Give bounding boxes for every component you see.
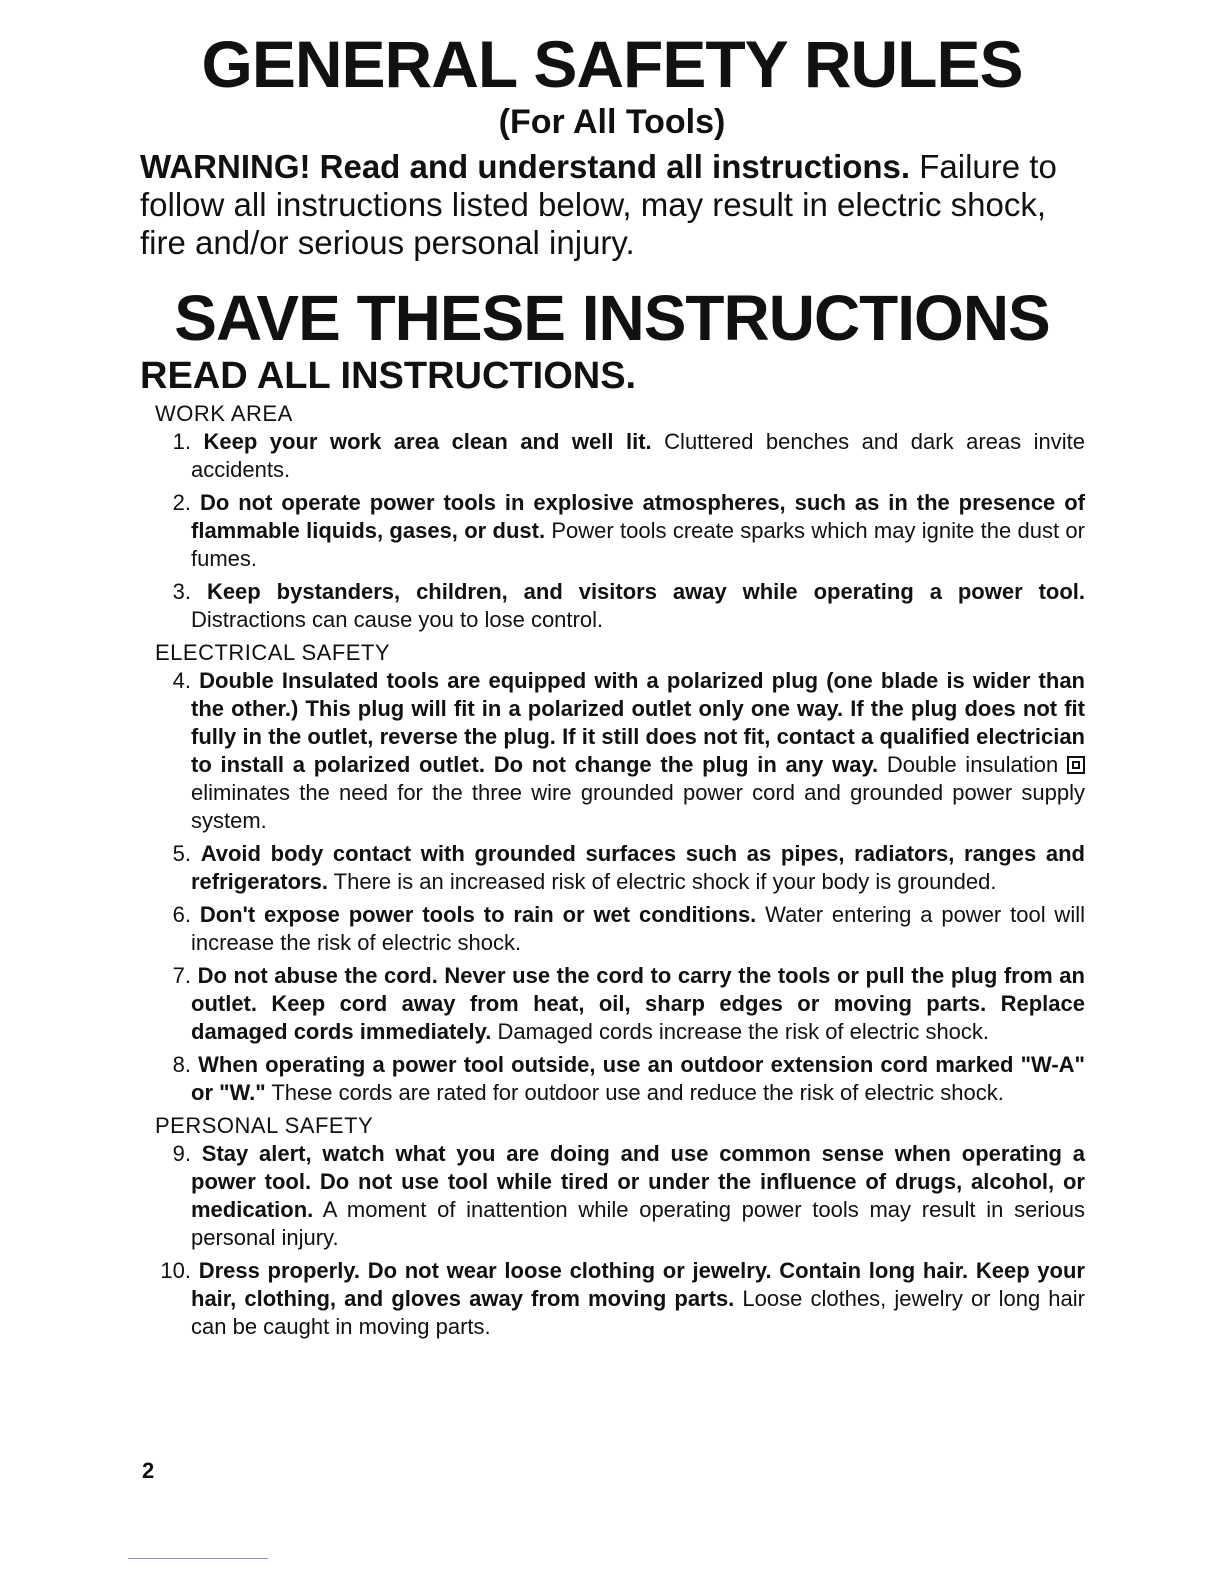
list-item — [155, 1257, 1085, 1341]
section-heading-personal-safety: PERSONAL SAFETY — [155, 1113, 374, 1138]
item-normal-text: Damaged cords increase the risk of electric shock. — [491, 1019, 990, 1044]
item-text — [191, 901, 1085, 957]
list-item — [155, 489, 1085, 573]
warning-text: Failure to follow all instructions listed below, may result in electric shock, fire and/or serious personal injury. — [140, 148, 1057, 261]
item-bold-text: Keep your work area clean and well lit. — [203, 429, 652, 454]
item-normal-text: Power tools create sparks which may ignite the dust or fumes. — [191, 518, 1085, 571]
item-normal-text: Double insulation — [878, 752, 1059, 777]
item-number: 1. — [172, 429, 191, 454]
item-normal-text: A moment of inattention while operating power tools may result in serious personal injury. — [191, 1197, 1085, 1250]
warning-bold: WARNING! Read and understand all instructions. — [140, 148, 911, 185]
item-number: 6. — [172, 902, 191, 927]
list-item — [155, 901, 1085, 957]
item-normal-text: Cluttered benches and dark areas invite accidents. — [191, 429, 1085, 482]
page-title: GENERAL SAFETY RULES — [201, 27, 1023, 101]
list-item — [155, 962, 1085, 1046]
item-text — [191, 667, 1085, 835]
item-bold-text: Keep bystanders, children, and visitors away while operating a power tool. — [206, 579, 1086, 604]
item-number: 7. — [172, 963, 191, 988]
item-number: 3. — [172, 579, 191, 604]
item-text — [191, 428, 1085, 484]
item-text — [191, 1051, 1085, 1107]
section-heading-work-area: WORK AREA — [155, 401, 293, 426]
list-item — [155, 840, 1085, 896]
item-number: 8. — [172, 1052, 191, 1077]
list-item — [155, 428, 1085, 484]
item-text — [191, 1257, 1085, 1341]
list-item — [155, 578, 1085, 634]
item-normal-text: Water entering a power tool will increase the risk of electric shock. — [191, 902, 1085, 955]
item-bold-text: When operating a power tool outside, use an outdoor extension cord marked "W-A" or "W." — [191, 1052, 1085, 1105]
section-heading-electrical-safety: ELECTRICAL SAFETY — [155, 640, 391, 665]
page-subtitle: (For All Tools) — [498, 103, 726, 141]
item-number: 2. — [172, 490, 191, 515]
list-item — [155, 667, 1085, 835]
item-number: 4. — [172, 668, 191, 693]
item-normal-text-after: eliminates the need for the three wire grounded power cord and grounded power supply system. — [191, 780, 1085, 833]
list-item — [155, 1140, 1085, 1252]
item-text — [191, 1140, 1085, 1252]
item-normal-text: Distractions can cause you to lose control. — [191, 607, 604, 632]
warning-paragraph — [140, 148, 1090, 262]
list-item — [155, 1051, 1085, 1107]
item-bold-text: Stay alert, watch what you are doing and use common sense when operating a power tool. Do not use tool while tired or under the influence of drugs, alcohol, or medication. — [191, 1141, 1085, 1222]
read-all-heading: READ ALL INSTRUCTIONS. — [140, 355, 637, 397]
item-normal-text: There is an increased risk of electric shock if your body is grounded. — [327, 869, 997, 894]
item-bold-text: Double Insulated tools are equipped with a polarized plug (one blade is wider than the other.) This plug will fit in a polarized outlet only one way. If the plug does not fit fully in the outlet, reverse the plug. If it still does not fit, contact a qualified electrician to install a polarized outlet. Do not change the plug in any way. — [191, 668, 1085, 777]
item-bold-text: Do not abuse the cord. Never use the cord to carry the tools or pull the plug from an outlet. Keep cord away from heat, oil, sharp edges or moving parts. Replace damaged cords immediately. — [191, 963, 1085, 1044]
item-bold-text: Avoid body contact with grounded surfaces such as pipes, radiators, ranges and refrigerators. — [191, 841, 1085, 894]
item-bold-text: Do not operate power tools in explosive atmospheres, such as in the presence of flammable liquids, gases, or dust. — [191, 490, 1085, 543]
double-insulation-icon — [1067, 756, 1085, 774]
item-number: 10. — [160, 1258, 191, 1283]
page-number: 2 — [142, 1458, 155, 1483]
item-bold-text: Don't expose power tools to rain or wet conditions. — [199, 902, 757, 927]
item-normal-text: These cords are rated for outdoor use and reduce the risk of electric shock. — [265, 1080, 1004, 1105]
footer-divider — [128, 1558, 268, 1559]
item-normal-text: Loose clothes, jewelry or long hair can be caught in moving parts. — [191, 1286, 1085, 1339]
item-number: 9. — [172, 1141, 191, 1166]
item-text — [191, 578, 1085, 634]
save-instructions-heading: SAVE THESE INSTRUCTIONS — [174, 282, 1050, 354]
rules-content — [155, 400, 1085, 1346]
item-text — [191, 840, 1085, 896]
item-bold-text: Dress properly. Do not wear loose clothing or jewelry. Contain long hair. Keep your hair, clothing, and gloves away from moving parts. — [191, 1258, 1085, 1311]
item-number: 5. — [172, 841, 191, 866]
item-text — [191, 962, 1085, 1046]
item-text — [191, 489, 1085, 573]
